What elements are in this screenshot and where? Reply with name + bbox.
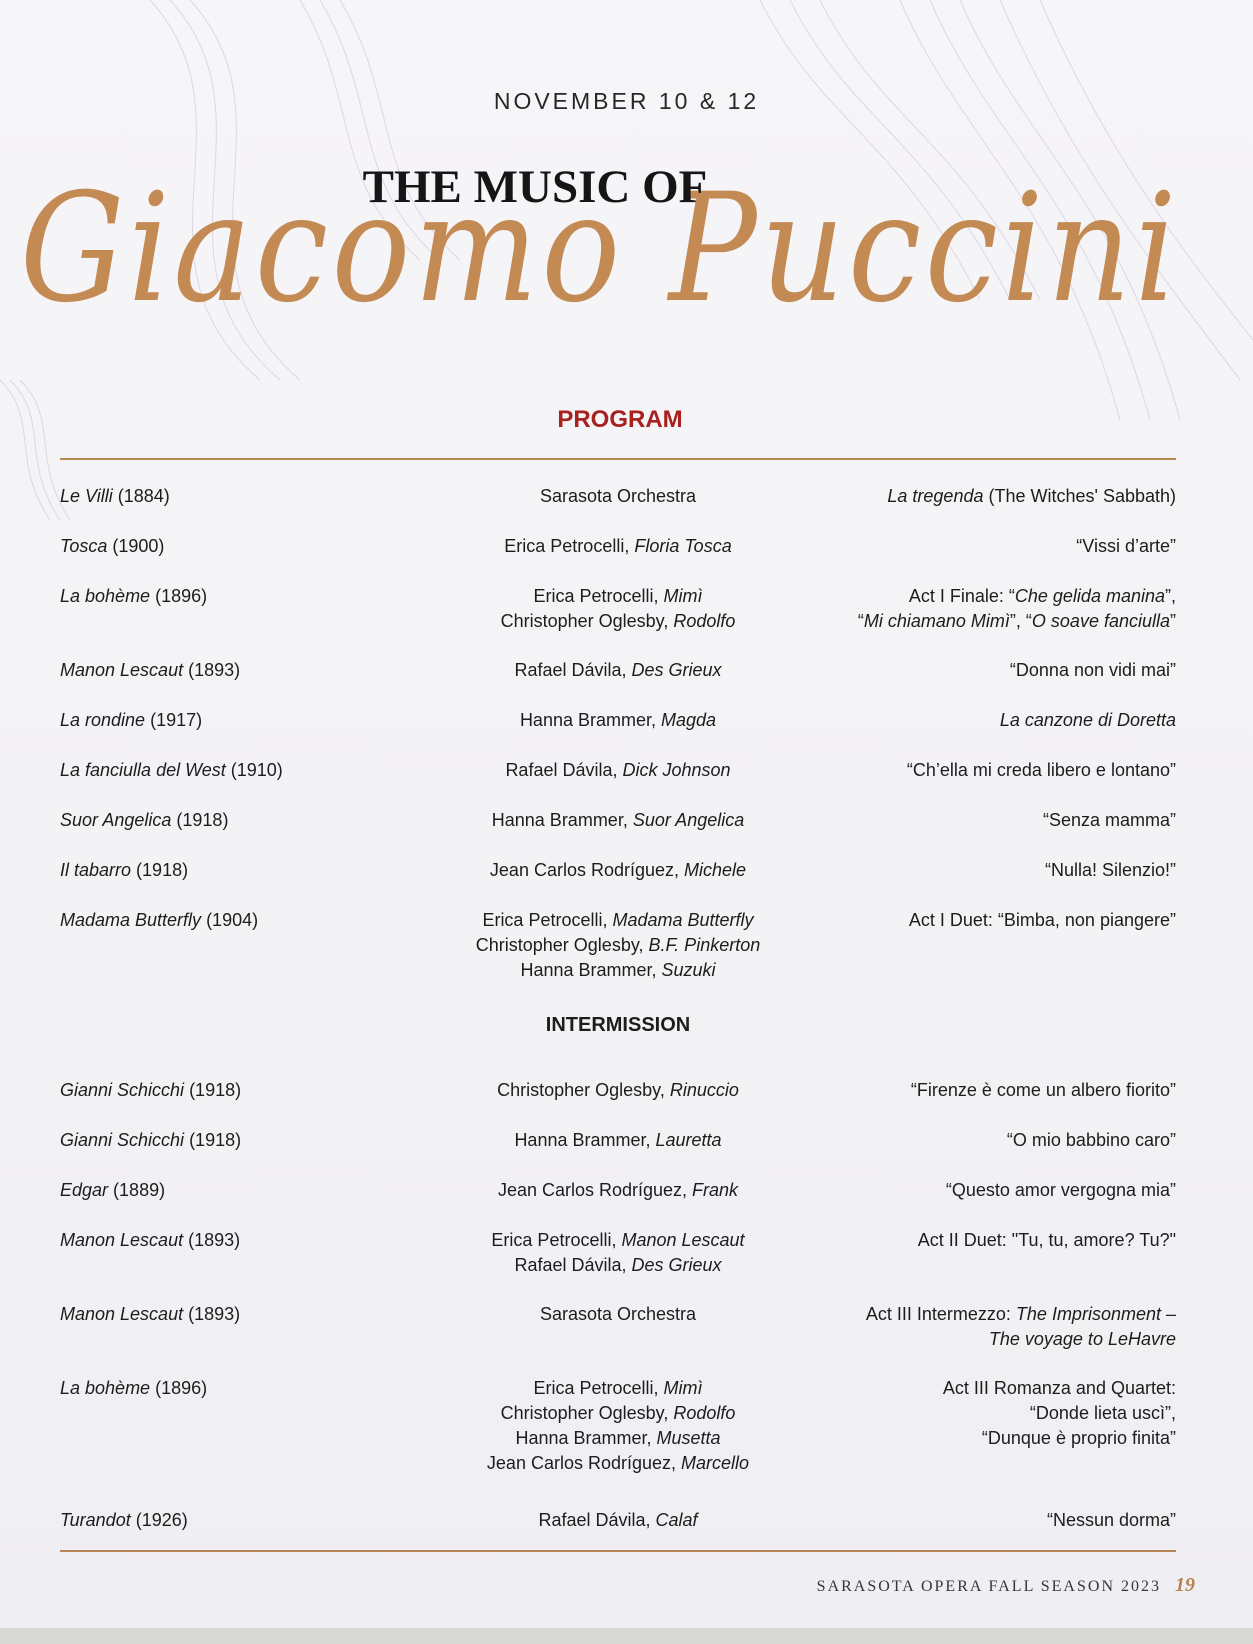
opera-name: Gianni Schicchi xyxy=(60,1130,185,1150)
page-number: 19 xyxy=(1175,1574,1195,1596)
composer-name: Giacomo Puccini xyxy=(20,162,1180,336)
aria xyxy=(756,534,1176,559)
text-segment: Rodolfo xyxy=(673,1403,736,1423)
page-title: THE MUSIC OF xyxy=(362,161,708,213)
text-segment: B.F. Pinkerton xyxy=(648,935,761,955)
opera-year: (1884) xyxy=(112,486,170,506)
aria-line xyxy=(756,1508,1176,1533)
opera-name: La bohème xyxy=(60,586,151,606)
text-segment: Erica Petrocelli, xyxy=(491,1230,622,1250)
text-segment: Hanna Brammer, xyxy=(519,710,661,730)
text-segment: Rafael Dávila, xyxy=(505,760,623,780)
text-segment: ”, “ xyxy=(1009,611,1032,631)
performer-line xyxy=(398,958,838,983)
divider-bottom xyxy=(60,1550,1176,1552)
aria-line xyxy=(756,1128,1176,1153)
aria-line xyxy=(756,484,1176,509)
text-segment: Mimì xyxy=(663,1378,703,1398)
program-heading: PROGRAM xyxy=(557,406,683,433)
text-segment: Floria Tosca xyxy=(634,536,732,556)
event-date: NOVEMBER 10 & 12 xyxy=(493,88,760,114)
text-segment: Che gelida manina xyxy=(1014,586,1165,606)
opera-name: Turandot xyxy=(60,1510,131,1530)
text-segment: “Nulla! Silenzio!” xyxy=(1044,860,1176,880)
text-segment: La tregenda xyxy=(887,486,984,506)
text-segment: Erica Petrocelli, xyxy=(504,536,635,556)
opera-name: Le Villi xyxy=(60,486,113,506)
text-segment: Rafael Dávila, xyxy=(514,660,632,680)
aria-line xyxy=(756,708,1176,733)
aria xyxy=(756,908,1176,933)
text-segment: Jean Carlos Rodríguez, xyxy=(489,860,685,880)
text-segment: Hanna Brammer, xyxy=(520,960,662,980)
aria xyxy=(756,1178,1176,1203)
text-segment: Mimì xyxy=(663,586,703,606)
text-segment: (The Witches' Sabbath) xyxy=(983,486,1176,506)
opera-year: (1910) xyxy=(225,760,283,780)
aria xyxy=(756,1508,1176,1533)
text-segment: The Imprisonment – xyxy=(1015,1304,1176,1324)
text-segment: Des Grieux xyxy=(631,660,722,680)
aria xyxy=(756,858,1176,883)
opera-year: (1918) xyxy=(184,1080,242,1100)
divider-top xyxy=(60,458,1176,460)
aria xyxy=(756,1078,1176,1103)
text-segment: Suor Angelica xyxy=(632,810,745,830)
text-segment: Act I Duet: “Bimba, non piangere” xyxy=(908,910,1176,930)
aria-line xyxy=(756,1078,1176,1103)
page-footer xyxy=(695,1574,1195,1597)
publication-title: SARASOTA OPERA FALL SEASON 2023 xyxy=(816,1578,1161,1595)
text-segment: ” xyxy=(1170,611,1176,631)
text-segment: Musetta xyxy=(656,1428,721,1448)
aria xyxy=(756,1128,1176,1153)
text-segment: “Ch’ella mi creda libero e lontano” xyxy=(906,760,1176,780)
text-segment: Manon Lescaut xyxy=(621,1230,745,1250)
text-segment: Christopher Oglesby, xyxy=(475,935,649,955)
text-segment: Dick Johnson xyxy=(622,760,731,780)
text-segment: Marcello xyxy=(681,1453,750,1473)
text-segment: Sarasota Orchestra xyxy=(539,486,697,506)
aria-line xyxy=(756,658,1176,683)
text-segment: Lauretta xyxy=(655,1130,722,1150)
performer-line xyxy=(398,1451,838,1476)
text-segment: Erica Petrocelli, xyxy=(533,1378,664,1398)
text-segment: Frank xyxy=(692,1180,739,1200)
aria-line xyxy=(756,584,1176,609)
text-segment: Hanna Brammer, xyxy=(514,1130,656,1150)
text-segment: Des Grieux xyxy=(631,1255,722,1275)
text-segment: The voyage to LeHavre xyxy=(988,1329,1176,1349)
text-segment: Act I Finale: “ xyxy=(908,586,1015,606)
text-segment: Mi chiamano Mimì xyxy=(863,611,1010,631)
performer-line xyxy=(398,933,838,958)
text-segment: Madama Butterfly xyxy=(612,910,754,930)
text-segment: Suzuki xyxy=(661,960,716,980)
opera-name: La fanciulla del West xyxy=(60,760,226,780)
text-segment: Christopher Oglesby, xyxy=(500,1403,674,1423)
aria-line xyxy=(756,534,1176,559)
aria xyxy=(756,758,1176,783)
opera-year: (1918) xyxy=(171,810,229,830)
aria xyxy=(756,708,1176,733)
opera-year: (1893) xyxy=(183,1230,241,1250)
text-segment: Rafael Dávila, xyxy=(538,1510,656,1530)
opera-name: Suor Angelica xyxy=(60,810,172,830)
text-segment: Act III Intermezzo: xyxy=(865,1304,1016,1324)
opera-year: (1917) xyxy=(145,710,203,730)
opera-name: Tosca xyxy=(60,536,108,556)
opera-year: (1896) xyxy=(150,1378,208,1398)
opera-year: (1918) xyxy=(131,860,189,880)
text-segment: Erica Petrocelli, xyxy=(482,910,613,930)
text-segment: Act II Duet: "Tu, tu, amore? Tu?" xyxy=(917,1230,1176,1250)
aria-line xyxy=(756,609,1176,634)
opera-year: (1904) xyxy=(201,910,259,930)
text-segment: Christopher Oglesby, xyxy=(497,1080,670,1100)
aria-line xyxy=(756,1426,1176,1451)
opera-name: La bohème xyxy=(60,1378,151,1398)
text-segment: “Senza mamma” xyxy=(1042,810,1176,830)
text-segment: “Nessun dorma” xyxy=(1046,1510,1176,1530)
opera-name: La rondine xyxy=(60,710,146,730)
text-segment: Rodolfo xyxy=(673,611,736,631)
opera-year: (1926) xyxy=(130,1510,188,1530)
aria-line xyxy=(756,858,1176,883)
text-segment: Rafael Dávila, xyxy=(514,1255,632,1275)
opera-name: Manon Lescaut xyxy=(60,1230,184,1250)
text-segment: Jean Carlos Rodríguez, xyxy=(497,1180,693,1200)
aria xyxy=(756,1228,1176,1253)
aria-line xyxy=(756,1178,1176,1203)
text-segment: Calaf xyxy=(655,1510,698,1530)
text-segment: “Dunque è proprio finita” xyxy=(981,1428,1176,1448)
opera-name: Gianni Schicchi xyxy=(60,1080,185,1100)
text-segment: Magda xyxy=(661,710,717,730)
aria-line xyxy=(756,1302,1176,1327)
text-segment: Michele xyxy=(684,860,747,880)
text-segment: “O mio babbino caro” xyxy=(1006,1130,1176,1150)
opera-year: (1896) xyxy=(150,586,208,606)
opera-name: Il tabarro xyxy=(60,860,132,880)
opera-name: Madama Butterfly xyxy=(60,910,202,930)
aria xyxy=(756,808,1176,833)
aria-line xyxy=(756,808,1176,833)
aria xyxy=(756,658,1176,683)
aria-line xyxy=(756,1401,1176,1426)
aria-line xyxy=(756,1228,1176,1253)
opera-name: Manon Lescaut xyxy=(60,1304,184,1324)
opera-year: (1889) xyxy=(108,1180,166,1200)
scan-edge xyxy=(0,1628,1253,1644)
text-segment: Act III Romanza and Quartet: xyxy=(942,1378,1176,1398)
text-segment: “Questo amor vergogna mia” xyxy=(945,1180,1176,1200)
text-segment: O soave fanciulla xyxy=(1031,611,1170,631)
aria xyxy=(756,1302,1176,1352)
opera-year: (1900) xyxy=(107,536,165,556)
aria xyxy=(756,584,1176,634)
text-segment: “Vissi d’arte” xyxy=(1076,536,1176,556)
aria-line xyxy=(756,758,1176,783)
text-segment: “Donde lieta uscì”, xyxy=(1029,1403,1176,1423)
aria xyxy=(756,1376,1176,1451)
text-segment: “Donna non vidi mai” xyxy=(1009,660,1176,680)
aria-line xyxy=(756,1327,1176,1352)
text-segment: La canzone di Doretta xyxy=(999,710,1176,730)
text-segment: Hanna Brammer, xyxy=(515,1428,657,1448)
text-segment: Hanna Brammer, xyxy=(491,810,633,830)
text-segment: Erica Petrocelli, xyxy=(533,586,664,606)
aria xyxy=(756,484,1176,509)
text-segment: Jean Carlos Rodríguez, xyxy=(486,1453,682,1473)
intermission-heading: INTERMISSION xyxy=(545,1014,691,1036)
performer-line xyxy=(398,1253,838,1278)
text-segment: “Firenze è come un albero fiorito” xyxy=(910,1080,1176,1100)
opera-year: (1918) xyxy=(184,1130,242,1150)
text-segment: ”, xyxy=(1165,586,1176,606)
text-segment: “ xyxy=(857,611,864,631)
text-segment: Rinuccio xyxy=(669,1080,739,1100)
opera-year: (1893) xyxy=(183,1304,241,1324)
opera-name: Manon Lescaut xyxy=(60,660,184,680)
text-segment: Sarasota Orchestra xyxy=(539,1304,697,1324)
aria-line xyxy=(756,1376,1176,1401)
aria-line xyxy=(756,908,1176,933)
opera-name: Edgar xyxy=(60,1180,109,1200)
text-segment: Christopher Oglesby, xyxy=(500,611,674,631)
opera-year: (1893) xyxy=(183,660,241,680)
